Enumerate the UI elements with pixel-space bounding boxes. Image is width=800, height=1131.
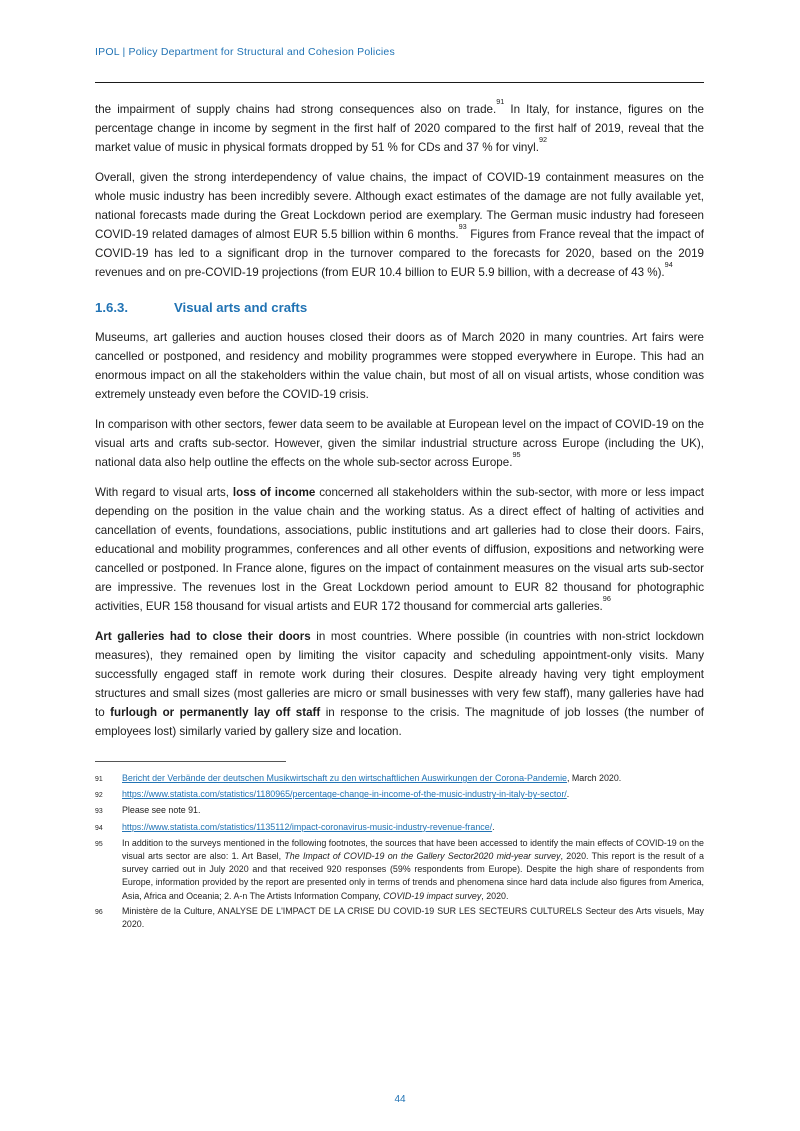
body-paragraph bbox=[95, 483, 704, 616]
text-run: , 2020. bbox=[481, 890, 509, 901]
footnote-ref: 96 bbox=[602, 594, 611, 604]
footnote-number: 96 bbox=[95, 908, 103, 916]
text-run: In Italy, for instance, figures on the percentage change in income by segment in the first half of 2020 compared to the first half of 2019, reveal that the market value of music in physical formats dropped by 51 % for CDs and 37 % for vinyl. bbox=[95, 103, 704, 154]
section-number: 1.6.3. bbox=[95, 300, 128, 315]
section-title: Visual arts and crafts bbox=[174, 300, 308, 315]
footnote-text bbox=[122, 788, 704, 802]
bold-run: furlough or permanently lay off staff bbox=[110, 706, 321, 719]
body-paragraph bbox=[95, 97, 704, 157]
footnote-text bbox=[122, 772, 704, 786]
text-run: Ministère de la Culture, ANALYSE DE L'IMPACT DE LA CRISE DU COVID-19 SUR LES SECTEURS CULTURELS Secteur des Arts visuels, May 2020. bbox=[122, 905, 704, 930]
text-run: , 2020. This report is the result of a survey carried out in July 2020 and that received 920 responses (59% respondents from Europe). Despite the high share of respondents from Europe, information provided by the report are presented only in terms of trends and phenomena since hard data include also figures from America, Asia, Africa and Oceania; 2. A-n The Artists Information Company, bbox=[122, 851, 704, 901]
body-paragraph bbox=[95, 415, 704, 472]
footnote-number: 92 bbox=[95, 792, 103, 800]
header-rule bbox=[95, 82, 704, 83]
text-run: concerned all stakeholders within the sub-sector, with more or less impact depending on the position in the value chain and the working status. As a direct effect of halting of activities and cancellation of events, foundations, associations, public institutions and art galleries had to close their doors. Fairs, educational and mobility programmes, conferences and all other events of diffusion, expositions and networking were cancelled or postponed. In France alone, figures on the impact of containment measures on the visual arts sub-sector are impressive. The revenues lost in the Great Lockdown period amount to EUR 82 thousand for photographic activities, EUR 158 thousand for visual artists and EUR 172 thousand for commercial arts galleries. bbox=[95, 486, 704, 613]
text-run: Figures from France reveal that the impact of COVID-19 has led to a significant drop in the turnover compared to the forecasts for 2020, based on the 2019 revenues and on pre-COVID-19 projections (from EUR 10.4 billion to EUR 5.9 billion, with a decrease of 43 %). bbox=[95, 228, 704, 279]
text-run: With regard to visual arts, bbox=[95, 486, 233, 499]
text-run: in most countries. Where possible (in countries with non-strict lockdown measures), they remained open by limiting the visitor capacity and scheduling appointment-only visits. Many successfully engaged staff in remote work during their closures. Despite already having very tight employment structures and small sizes (most galleries are micro or small businesses with very few staff), many galleries have had to bbox=[95, 630, 704, 719]
bold-run: Art galleries had to close their doors bbox=[95, 630, 311, 643]
footnote-link[interactable]: https://www.statista.com/statistics/1180965/percentage-change-in-income-of-the-music-industry-in-italy-by-sector/ bbox=[122, 789, 567, 800]
bold-run: loss of income bbox=[232, 486, 316, 499]
body-paragraph bbox=[95, 328, 704, 404]
text-run: Please see note 91. bbox=[122, 805, 201, 816]
footnote bbox=[95, 788, 704, 802]
italic-run: The Impact of COVID-19 on the Gallery Sector2020 mid-year survey bbox=[284, 851, 561, 862]
footnote-ref: 95 bbox=[512, 450, 521, 460]
footnotes-section bbox=[95, 761, 704, 931]
report-header: IPOL | Policy Department for Structural and Cohesion Policies bbox=[95, 46, 395, 58]
section-heading bbox=[95, 298, 704, 318]
footnote-number: 95 bbox=[95, 840, 103, 848]
italic-run: COVID-19 impact survey bbox=[383, 890, 482, 901]
footnote bbox=[95, 905, 704, 931]
body-text bbox=[95, 97, 705, 741]
text-run: the impairment of supply chains had strong consequences also on trade. bbox=[95, 103, 497, 116]
page-number: 44 bbox=[394, 1094, 406, 1105]
body-paragraph bbox=[95, 627, 704, 741]
text-run: in response to the crisis. The magnitude of job losses (the number of employees lost) similarly varied by gallery size and location. bbox=[95, 706, 705, 738]
footnote-number: 91 bbox=[95, 776, 103, 783]
text-run: . bbox=[492, 821, 495, 832]
footnote-number: 94 bbox=[95, 824, 103, 832]
footnote-link[interactable]: Bericht der Verbände der deutschen Musikwirtschaft zu den wirtschaftlichen Auswirkungen der Corona-Pandemie bbox=[122, 773, 567, 783]
text-run: . bbox=[566, 789, 570, 800]
footnote bbox=[95, 837, 704, 903]
text-run: Museums, art galleries and auction houses closed their doors as of March 2020 in many countries. Art fairs were cancelled or postponed, and residency and mobility programmes were stopped everywhere in Europe. This had an enormous impact on all the stakeholders within the value chain, but most of all on visual artists, whose condition was extremely unsteady even before the COVID-19 crisis. bbox=[95, 331, 704, 401]
footnote bbox=[95, 804, 704, 818]
footnote-ref: 91 bbox=[496, 97, 505, 107]
text-run: In addition to the surveys mentioned in the following footnotes, the sources that have been accessed to identify the main effects of COVID-19 on the visual arts sector are also: 1. Art Basel, bbox=[122, 837, 704, 862]
body-paragraph bbox=[95, 168, 704, 282]
footnote bbox=[95, 821, 704, 835]
footnote-text bbox=[122, 837, 704, 903]
text-run: Overall, given the strong interdependency of value chains, the impact of COVID-19 containment measures on the whole music industry has been incredibly severe. Although exact estimates of the damage are not fully available yet, national forecasts made during the Great Lockdown period are exemplary. The German music industry had foreseen COVID-19 related damages of almost EUR 5.5 billion within 6 months. bbox=[95, 171, 704, 241]
text-run: In comparison with other sectors, fewer data seem to be available at European level on the impact of COVID-19 on the visual arts and crafts sub-sector. However, given the similar industrial structure across Europe (including the UK), national data also help outline the effects on the whole sub-sector across Europe. bbox=[95, 418, 704, 469]
footnote-link[interactable]: https://www.statista.com/statistics/1135112/impact-coronavirus-music-industry-revenue-france/ bbox=[122, 821, 493, 832]
footnote-ref: 93 bbox=[458, 222, 467, 232]
footnote-ref: 92 bbox=[538, 135, 548, 145]
footnote bbox=[95, 772, 704, 786]
footnote-text bbox=[122, 905, 704, 931]
footnote-text bbox=[122, 821, 704, 835]
footnote-text bbox=[122, 804, 704, 818]
footnote-ref: 94 bbox=[664, 260, 673, 270]
footnote-number: 93 bbox=[95, 808, 103, 816]
footnote-separator bbox=[95, 761, 286, 762]
text-run: , March 2020. bbox=[566, 773, 622, 783]
